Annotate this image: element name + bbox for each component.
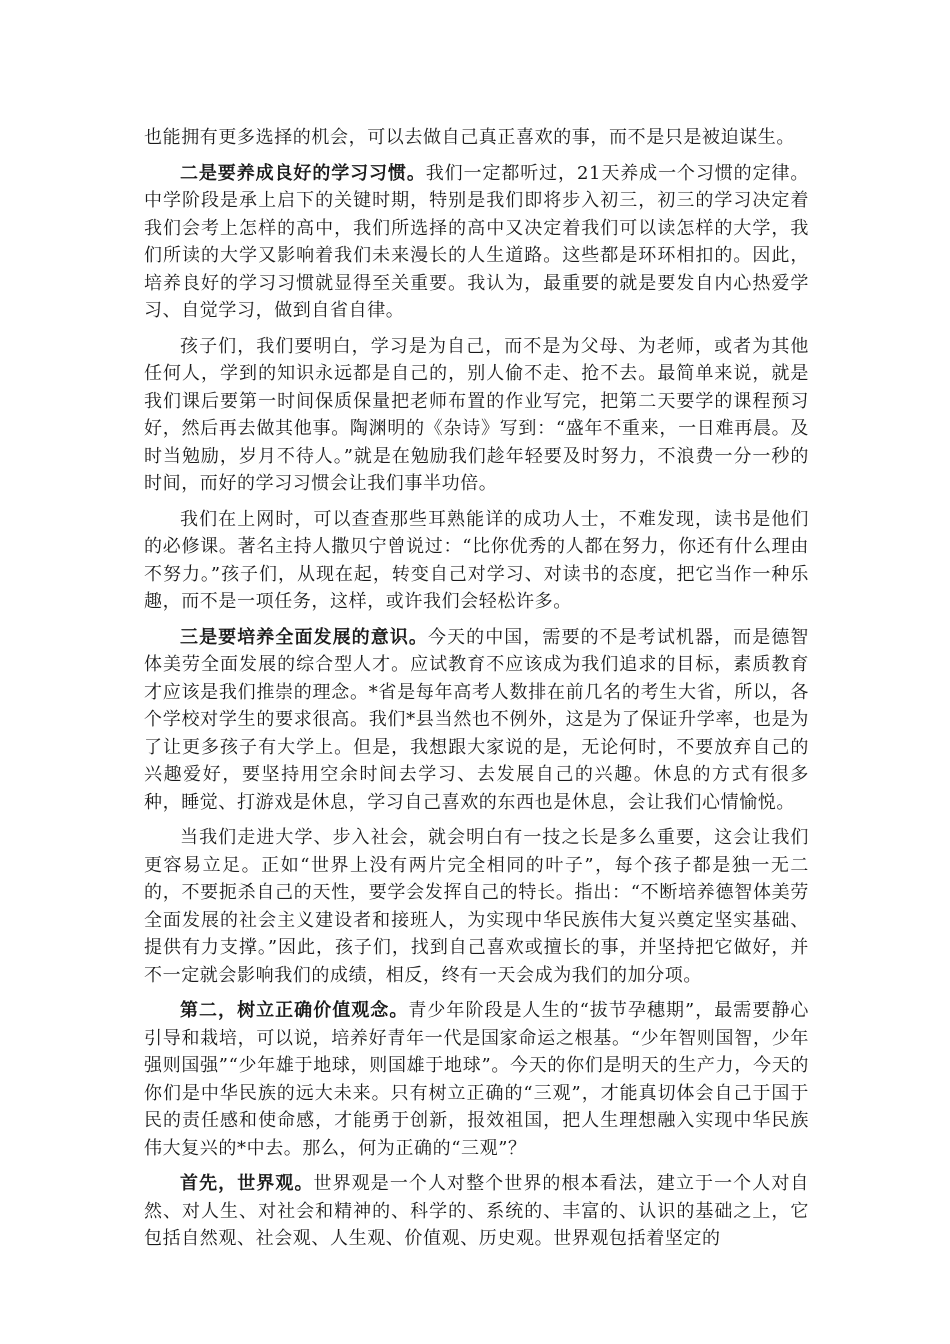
paragraph	[144, 824, 809, 989]
paragraph-text: 世界观是一个人对整个世界的根本看法，建立于一个人对自然、对人生、对社会和精神的、科学的、系统的、丰富的、认识的基础之上，它包括自然观、社会观、人生观、价值观、历史观。世界观包括着坚定的	[144, 1173, 809, 1249]
paragraph-text: 今天的中国，需要的不是考试机器，而是德智体美劳全面发展的综合型人才。应试教育不应该成为我们追求的目标，素质教育才应该是我们推崇的理念。*省是每年高考人数排在前几名的考生大省，所以，各个学校对学生的要求很高。我们*县当然也不例外，这是为了保证升学率，也是为了让更多孩子有大学上。但是，我想跟大家说的是，无论何时，不要放弃自己的兴趣爱好，要坚持用空余时间去学习、去发展自己的兴趣。休息的方式有很多种，睡觉、打游戏是休息，学习自己喜欢的东西也是休息，会让我们心情愉悦。	[144, 626, 809, 813]
paragraph	[144, 333, 809, 498]
paragraph-text: 也能拥有更多选择的机会，可以去做自己真正喜欢的事，而不是只是被迫谋生。	[144, 127, 795, 148]
paragraph	[144, 624, 809, 817]
paragraph	[144, 1170, 809, 1253]
paragraph-text: 孩子们，我们要明白，学习是为自己，而不是为父母、为老师，或者为其他任何人，学到的知识永远都是自己的，别人偷不走、抢不去。最简单来说，就是我们课后要第一时间保质保量把老师布置的作业写完，把第二天要学的课程预习好，然后再去做其他事。陶渊明的《杂诗》写到：“盛年不重来，一日难再晨。及时当勉励，岁月不待人。”就是在勉励我们趁年轻要及时努力，不浪费一分一秒的时间，而好的学习习惯会让我们事半功倍。	[144, 335, 809, 494]
document-body	[144, 124, 809, 1261]
paragraph-text: 当我们走进大学、步入社会，就会明白有一技之长是多么重要，这会让我们更容易立足。正如“世界上没有两片完全相同的叶子”，每个孩子都是独一无二的，不要扼杀自己的天性，要学会发挥自己的特长。指出：“不断培养德智体美劳全面发展的社会主义建设者和接班人，为实现中华民族伟大复兴奠定坚实基础、提供有力支撑。”因此，孩子们，找到自己喜欢或擅长的事，并坚持把它做好，并不一定就会影响我们的成绩，相反，终有一天会成为我们的加分项。	[144, 827, 809, 986]
paragraph-heading: 三是要培养全面发展的意识。	[180, 626, 428, 648]
paragraph-heading: 二是要养成良好的学习习惯。	[180, 162, 426, 184]
paragraph-text: 青少年阶段是人生的“拔节孕穗期”，最需要静心引导和栽培，可以说，培养好青年一代是国家命运之根基。“少年智则国智，少年强则国强”“少年雄于地球，则国雄于地球”。今天的你们是明天的生产力，今天的你们是中华民族的远大未来。只有树立正确的“三观”，才能真切体会自己于国于民的责任感和使命感，才能勇于创新，报效祖国，把人生理想融入实现中华民族伟大复兴的*中去。那么，何为正确的“三观”？	[144, 1000, 809, 1159]
paragraph-heading: 第二，树立正确价值观念。	[180, 1000, 409, 1021]
paragraph-heading: 首先，世界观。	[180, 1173, 314, 1194]
paragraph	[144, 160, 809, 325]
paragraph-text: 我们在上网时，可以查查那些耳熟能详的成功人士，不难发现，读书是他们的必修课。著名主持人撒贝宁曾说过：“比你优秀的人都在努力，你还有什么理由不努力。”孩子们，从现在起，转变自己对学习、对读书的态度，把它当作一种乐趣，而不是一项任务，这样，或许我们会轻松许多。	[144, 508, 809, 612]
paragraph	[144, 124, 809, 152]
paragraph	[144, 506, 809, 616]
paragraph-text: 我们一定都听过，21天养成一个习惯的定律。中学阶段是承上启下的关键时期，特别是我们即将步入初三，初三的学习决定着我们会考上怎样的高中，我们所选择的高中又决定着我们可以读怎样的大学，我们所读的大学又影响着我们未来漫长的人生道路。这些都是环环相扣的。因此，培养良好的学习习惯就显得至关重要。我认为，最重要的就是要发自内心热爱学习、自觉学习，做到自省自律。	[144, 162, 809, 321]
paragraph	[144, 997, 809, 1162]
